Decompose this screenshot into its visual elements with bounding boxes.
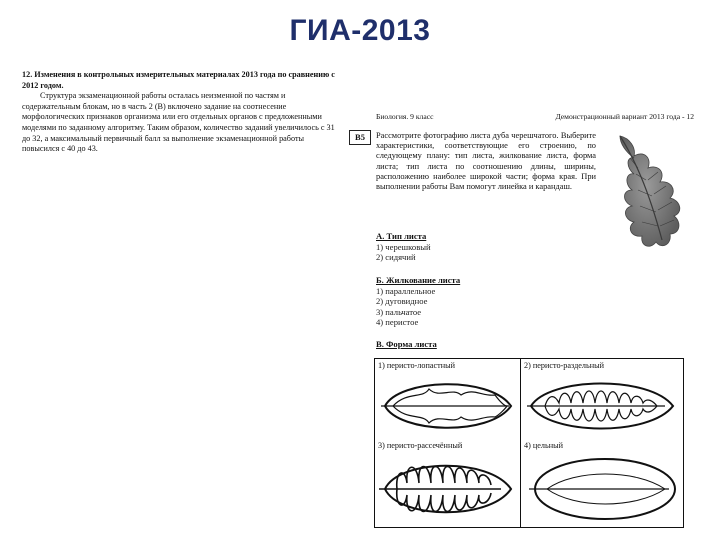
page-header: [376, 112, 694, 121]
lobed-leaf-drawing: [379, 373, 517, 439]
leaf-shape-label: 1) перисто-лопастный: [378, 361, 455, 370]
leaf-shape-grid: [374, 358, 684, 528]
entire-leaf-drawing: [525, 453, 679, 525]
section-b-option: 3) пальчатое: [376, 306, 422, 317]
task-text: Рассмотрите фотографию листа дуба черешчатого. Выберите характеристики, соответствующие его строению, по следующему плану: тип листа, жилкование листа, форма листа; тип листа по соотношению длины, ширины, расположению наиболее широкой части; форма края. При выполнении работы Вам помогут линейка и карандаш.: [376, 131, 596, 192]
changes-paragraph: Структура экзаменационной работы осталась неизменной по частям и содержательным блокам, но в часть 2 (В) включено задание на соотнесение морфологических признаков органиэма или его отдельных органов с предложенными моделями по заданному алгоритму. Таким образом, количество заданий увеличилось с 31 до 32, а максимальный первичный балл за выполнение экзаменационной работы повысился с 40 до 43.: [22, 91, 335, 154]
oak-leaf-photo: [600, 128, 700, 258]
section-b: [376, 275, 460, 328]
leaf-shape-label: 4) цельный: [524, 441, 563, 450]
section-c-heading: В. Форма листа: [376, 339, 437, 349]
section-a-option: 2) сидячий: [376, 252, 416, 263]
section-a-option: 1) черешковый: [376, 241, 431, 252]
exam-changes-text: [22, 70, 340, 155]
task-number-badge: В5: [349, 130, 371, 145]
section-a: [376, 231, 431, 263]
section-b-option: 2) дуговидное: [376, 296, 428, 307]
slide-title: ГИА-2013: [289, 14, 431, 47]
section-a-heading: А. Тип листа: [376, 231, 427, 241]
leaf-shape-label: 2) перисто-раздельный: [524, 361, 604, 370]
parted-leaf-drawing: [525, 373, 679, 439]
section-c: [376, 339, 437, 350]
leaf-shape-label: 3) перисто-рассечённый: [378, 441, 463, 450]
section-b-option: 4) перистое: [376, 317, 419, 328]
changes-heading: 12. Изменения в контрольных измерительных материалах 2013 года по сравнению с 2012 годом.: [22, 70, 335, 90]
dissected-leaf-drawing: [379, 453, 517, 525]
section-b-option: 1) параллельное: [376, 285, 436, 296]
page-header-left: Биология. 9 класс: [376, 112, 434, 121]
section-b-heading: Б. Жилкование листа: [376, 275, 461, 285]
page-header-right: Демонстрационный вариант 2013 года - 12: [555, 112, 694, 121]
